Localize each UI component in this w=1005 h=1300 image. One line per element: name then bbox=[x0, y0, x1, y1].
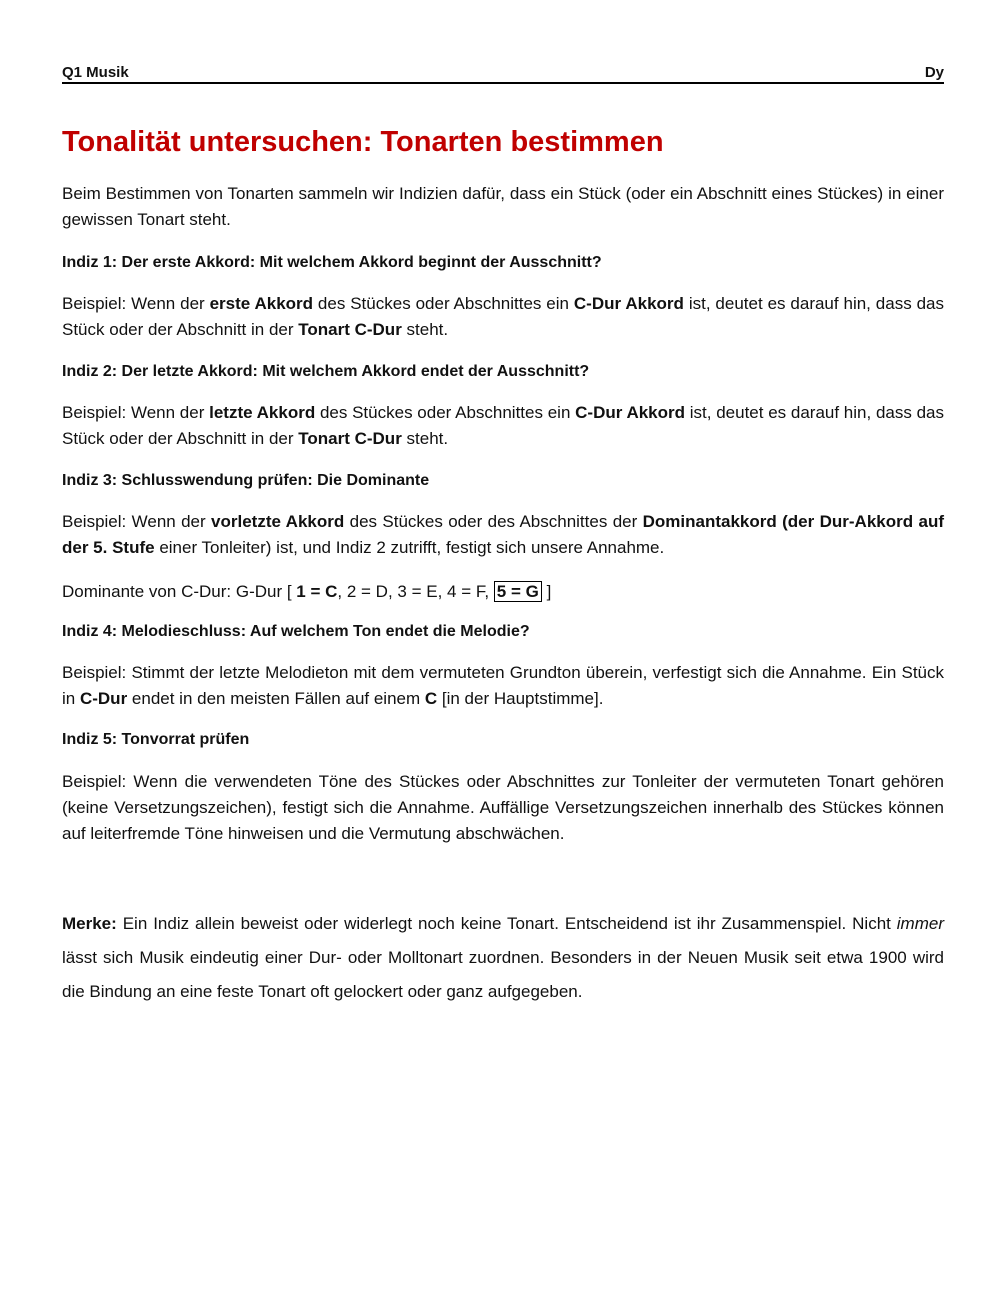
header-author: Dy bbox=[924, 64, 944, 81]
page-title: Tonalität untersuchen: Tonarten bestimmen bbox=[62, 126, 664, 158]
page-header bbox=[62, 60, 944, 84]
indiz-5-text: Beispiel: Wenn die verwendeten Töne des Stückes oder Abschnittes zur Tonleiter der vermuteten Tonart gehören (keine Versetzungszeichen), festigt sich die Annahme. Auffällige Versetzungszeichen innerhalb des Stückes können auf leiterfremde Töne hinweisen und die Vermutung abschwächen. bbox=[62, 772, 944, 843]
dominant-example: Dominante von C-Dur: G-Dur [ 1 = C, 2 = D, 3 = E, 4 = F, 5 = G ] bbox=[62, 582, 552, 601]
indiz-4-text: Beispiel: Stimmt der letzte Melodieton mit dem vermuteten Grundton überein, verfestigt sich die Annahme. Ein Stück in C-Dur endet in den meisten Fällen auf einem C [in der Hauptstimme]. bbox=[62, 663, 944, 708]
indiz-2-text: Beispiel: Wenn der letzte Akkord des Stückes oder Abschnittes ein C-Dur Akkord ist, deutet es darauf hin, dass das Stück oder der Abschnitt in der Tonart C-Dur steht. bbox=[62, 403, 944, 448]
indiz-4-heading: Indiz 4: Melodieschluss: Auf welchem Ton endet die Melodie? bbox=[62, 623, 530, 640]
indiz-3-heading: Indiz 3: Schlusswendung prüfen: Die Dominante bbox=[62, 472, 430, 489]
indiz-1-text: Beispiel: Wenn der erste Akkord des Stückes oder Abschnittes ein C-Dur Akkord ist, deutet es darauf hin, dass das Stück oder der Abschnitt in der Tonart C-Dur steht. bbox=[62, 294, 944, 339]
merke-label: Merke: bbox=[62, 914, 117, 933]
intro-paragraph: Beim Bestimmen von Tonarten sammeln wir Indizien dafür, dass ein Stück (oder ein Abschnitt eines Stückes) in einer gewissen Tonart steht. bbox=[62, 184, 944, 229]
indiz-3-text: Beispiel: Wenn der vorletzte Akkord des Stückes oder des Abschnittes der Dominantakkord (der Dur-Akkord auf der 5. Stufe einer Tonleiter) ist, und Indiz 2 zutrifft, festigt sich unsere Annahme. bbox=[62, 512, 944, 557]
boxed-fifth: 5 = G bbox=[494, 581, 542, 602]
document-body bbox=[62, 181, 944, 1009]
merke-note: Merke: Ein Indiz allein beweist oder widerlegt noch keine Tonart. Entscheidend ist ihr Zusammenspiel. Nicht immer lässt sich Musik eindeutig einer Dur- oder Molltonart zuordnen. Besonders in der Neuen Musik seit etwa 1900 wird die Bindung an eine feste Tonart oft gelockert oder ganz aufgegeben. bbox=[62, 914, 944, 1001]
indiz-1-heading: Indiz 1: Der erste Akkord: Mit welchem Akkord beginnt der Ausschnitt? bbox=[62, 254, 602, 271]
indiz-5-heading: Indiz 5: Tonvorrat prüfen bbox=[62, 731, 250, 748]
indiz-2-heading: Indiz 2: Der letzte Akkord: Mit welchem Akkord endet der Ausschnitt? bbox=[62, 363, 590, 380]
header-course: Q1 Musik bbox=[62, 64, 129, 81]
